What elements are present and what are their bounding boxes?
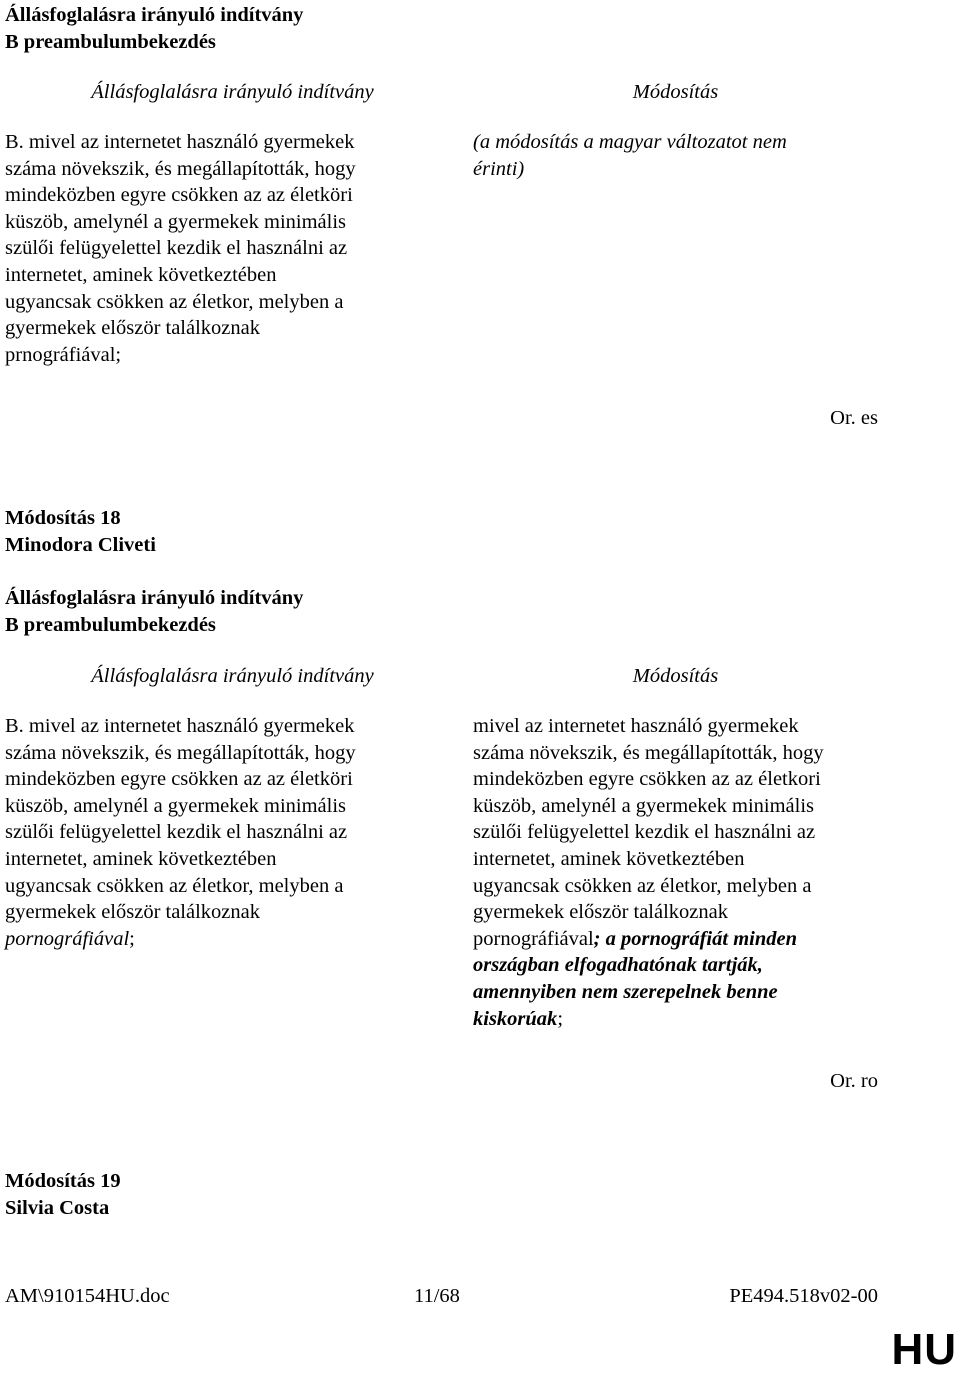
block1-right-column-header: Módosítás xyxy=(632,81,719,103)
block2-author: Minodora Cliveti xyxy=(5,533,156,556)
block1-title-line2: B preambulumbekezdés xyxy=(5,30,216,53)
block3-author: Silvia Costa xyxy=(5,1196,110,1219)
block2-left-column-header: Állásfoglalásra irányuló indítvány xyxy=(91,665,374,687)
language-badge: HU xyxy=(891,1325,957,1374)
block3-amendment-label: Módosítás 19 xyxy=(5,1170,121,1192)
block2-amended-text-body: mivel az internetet használó gyermekek száma növekszik, és megállapították, hogy mindeközben egyre csökken az az életkori küszöb, amelynél a gyermekek minimális szülői felügyelettel kezdik el használni az internetet, aminek következtében ugyancsak csökken az életkor, melyben a gyermekek először találkoznak pornográfiával xyxy=(473,715,824,950)
footer-doc-ref: AM\910154HU.doc xyxy=(5,1285,170,1307)
block2-original-language: Or. ro xyxy=(830,1070,878,1092)
footer-page-number: 11/68 xyxy=(414,1285,460,1307)
block1-title-line1: Állásfoglalásra irányuló indítvány xyxy=(5,4,304,26)
block2-amended-text-added: ; a pornográfiát minden országban elfogadhatónak tartják, amennyiben nem szerepelnek benne kiskorúak xyxy=(473,927,797,1030)
block2-original-text-end: ; xyxy=(129,927,135,950)
block2-original-text-body: B. mivel az internetet használó gyermekek száma növekszik, és megállapították, hogy mindeközben egyre csökken az az életköri küszöb, amelynél a gyermekek minimális szülői felügyelettel kezdik el használni az internetet, aminek következtében ugyancsak csökken az életkor, melyben a gyermekek először találkoznak xyxy=(5,715,356,924)
block3-amendment-header xyxy=(5,1168,121,1221)
block2-amended-text-end: ; xyxy=(557,1007,564,1030)
block1-amended-text: (a módosítás a magyar változatot nem érinti) xyxy=(473,131,787,180)
block2-title xyxy=(5,585,303,638)
block2-amended-text xyxy=(473,713,883,1032)
block1-original-language: Or. es xyxy=(830,407,878,429)
block1-left-column-header: Állásfoglalásra irányuló indítvány xyxy=(91,81,374,103)
block2-amendment-label: Módosítás 18 xyxy=(5,507,121,529)
block2-title-line2: B preambulumbekezdés xyxy=(5,613,216,636)
footer-pe-ref: PE494.518v02-00 xyxy=(729,1285,878,1307)
block2-right-column-header: Módosítás xyxy=(632,665,719,687)
block2-original-text-italic: pornográfiával xyxy=(5,927,130,950)
block1-title xyxy=(5,2,303,55)
block2-original-text xyxy=(5,713,465,952)
block2-title-line1: Állásfoglalásra irányuló indítvány xyxy=(5,587,304,609)
block1-original-text: B. mivel az internetet használó gyermekek száma növekszik, és megállapították, hogy mindeközben egyre csökken az az életköri küszöb, amelynél a gyermekek minimális szülői felügyelettel kezdik el használni az internetet, aminek következtében ugyancsak csökken az életkor, melyben a gyermekek először találkoznak prnográfiával; xyxy=(5,131,356,366)
block2-amendment-header xyxy=(5,505,156,558)
